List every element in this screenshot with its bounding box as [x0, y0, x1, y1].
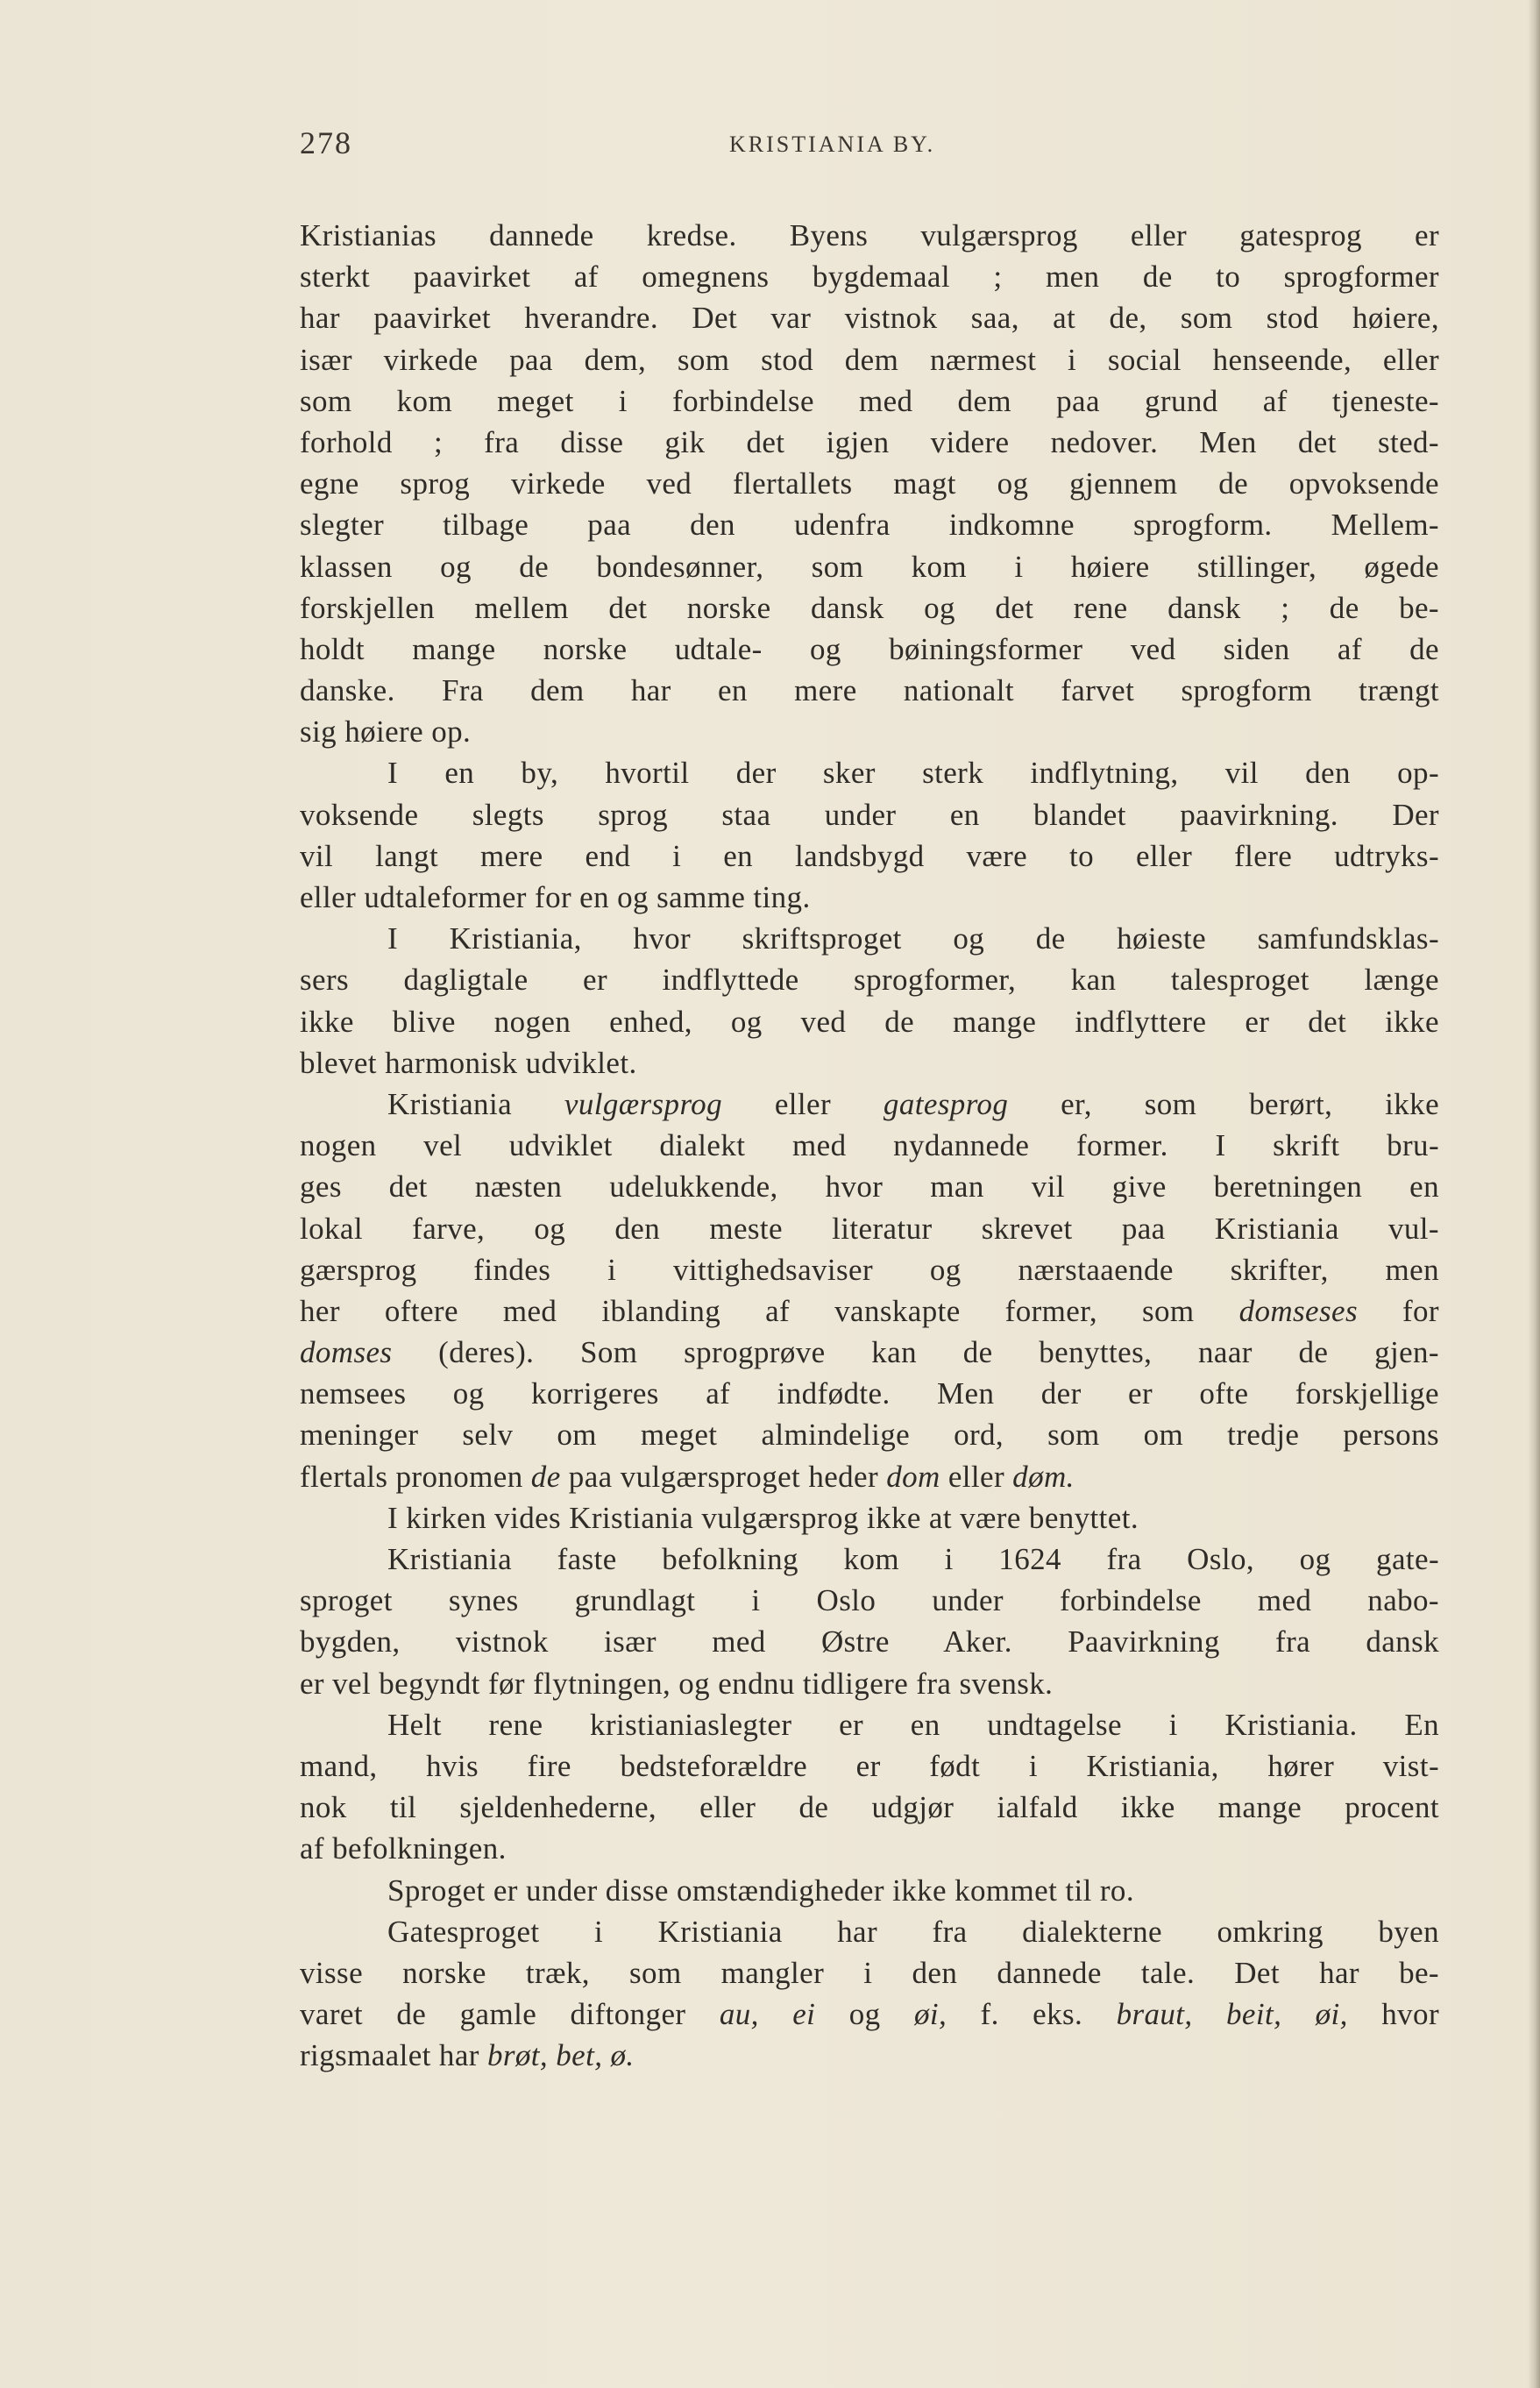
- italic-term: døm.: [1012, 1459, 1075, 1494]
- text-run: [759, 1997, 792, 2031]
- italic-term: brøt,: [486, 2038, 549, 2073]
- text-line: som kom meget i forbindelse med dem paa grund af tjeneste-: [300, 383, 1439, 418]
- text-run: (deres). Som sprogprøve kan de benyttes, naar de gjen-: [392, 1335, 1439, 1370]
- text-line: I kirken vides Kristiania vulgærsprog ikke at være benyttet.: [387, 1500, 1139, 1535]
- text-run: eller: [940, 1459, 1013, 1494]
- text-line: gærsprog findes i vittighedsaviser og nærstaaende skrifter, men: [300, 1252, 1439, 1287]
- text-line: mand, hvis fire bedsteforældre er født i Kristiania, hører vist-: [300, 1748, 1439, 1783]
- text-run: f. eks.: [947, 1997, 1117, 2032]
- text-line: forhold ; fra disse gik det igjen videre nedover. Men det sted-: [300, 424, 1439, 459]
- text-run: varet de gamle diftonger: [300, 1997, 720, 2032]
- text-run: flertals pronomen: [300, 1459, 531, 1494]
- text-line: vil langt mere end i en landsbygd være to eller flere udtryks-: [300, 838, 1439, 873]
- italic-term: vulgærsprog: [564, 1086, 722, 1121]
- italic-term: gatesprog: [883, 1086, 1009, 1121]
- text-line: meninger selv om meget almindelige ord, som om tredje persons: [300, 1418, 1439, 1453]
- text-run: hvor: [1347, 1997, 1440, 2032]
- body-text: [300, 215, 1439, 2076]
- italic-term: øi,: [913, 1997, 947, 2032]
- text-line: slegter tilbage paa den udenfra indkomne sprogform. Mellem-: [300, 508, 1439, 543]
- text-line: eller udtaleformer for en og samme ting.: [300, 880, 811, 914]
- text-line: klassen og de bondesønner, som kom i høiere stillinger, øgede: [300, 549, 1439, 584]
- italic-term: ø.: [610, 2038, 635, 2073]
- page-header: [300, 124, 1001, 165]
- page-edge-shadow: [1528, 0, 1540, 2388]
- text-line: nogen vel udviklet dialekt med nydannede former. I skrift bru-: [300, 1128, 1439, 1163]
- text-line: voksende slegts sprog staa under en blandet paavirkning. Der: [300, 797, 1439, 832]
- text-run: paa vulgærsproget heder: [560, 1459, 887, 1494]
- text-run: eller: [721, 1086, 884, 1121]
- text-line: ges det næsten udelukkende, hvor man vil give beretningen en: [300, 1169, 1439, 1205]
- text-run: er, som berørt, ikke: [1008, 1086, 1439, 1121]
- text-line: I Kristiania, hvor skriftsproget og de høieste samfundsklas-: [387, 921, 1439, 956]
- text-line: ikke blive nogen enhed, og ved de mange indflyttere er det ikke: [300, 1004, 1439, 1039]
- text-run: og: [815, 1997, 914, 2032]
- text-run: her oftere med iblanding af vanskapte former, som: [300, 1293, 1239, 1328]
- italic-term: braut,: [1116, 1997, 1193, 2032]
- text-line: blevet harmonisk udviklet.: [300, 1045, 637, 1080]
- text-line: Kristianias dannede kredse. Byens vulgærsprog eller gatesprog er: [300, 218, 1439, 252]
- text-line: danske. Fra dem har en mere nationalt farvet sprogform trængt: [300, 673, 1439, 708]
- text-line: er vel begyndt før flytningen, og endnu tidligere fra svensk.: [300, 1666, 1054, 1701]
- text-line: Helt rene kristianiaslegter er en undtagelse i Kristiania. En: [387, 1707, 1439, 1742]
- text-line: holdt mange norske udtale- og bøiningsformer ved siden af de: [300, 631, 1439, 666]
- page-number: 278: [300, 125, 352, 160]
- text-run: rigsmaalet har: [300, 2038, 487, 2073]
- text-line: [300, 1994, 1439, 2035]
- text-run: Kristiania: [387, 1086, 564, 1121]
- text-line: Gatesproget i Kristiania har fra dialekterne omkring byen: [387, 1914, 1439, 1949]
- text-line: Sproget er under disse omstændigheder ikke kommet til ro.: [387, 1873, 1134, 1908]
- text-run: [602, 2038, 610, 2072]
- italic-term: beit,: [1226, 1997, 1282, 2032]
- text-line: I en by, hvortil der sker sterk indflytning, vil den op-: [387, 756, 1439, 791]
- text-line: har paavirket hverandre. Det var vistnok saa, at de, som stod høiere,: [300, 301, 1439, 336]
- text-line: visse norske træk, som mangler i den dannede tale. Det har be-: [300, 1955, 1439, 1990]
- italic-term: domseses: [1238, 1293, 1358, 1328]
- text-line: især virkede paa dem, som stod dem nærmest i social henseende, eller: [300, 342, 1439, 377]
- running-head: KRISTIANIA BY.: [729, 131, 936, 157]
- text-line: [300, 1084, 1439, 1125]
- italic-term: bet,: [556, 2038, 603, 2073]
- text-line: sers dagligtale er indflyttede sprogformer, kan talesproget længe: [300, 963, 1439, 998]
- text-line: sig høiere op.: [300, 714, 472, 750]
- italic-term: dom: [886, 1459, 940, 1494]
- italic-term: de: [530, 1459, 561, 1494]
- text-run: [548, 2038, 556, 2072]
- text-line: egne sprog virkede ved flertallets magt og gjennem de opvoksende: [300, 466, 1439, 501]
- text-line: [300, 1456, 1439, 1497]
- text-line: lokal farve, og den meste literatur skrevet paa Kristiania vul-: [300, 1211, 1439, 1246]
- text-line: Kristiania faste befolkning kom i 1624 fra Oslo, og gate-: [387, 1542, 1439, 1576]
- text-line: sterkt paavirket af omegnens bygdemaal ; men de to sprogformer: [300, 259, 1439, 295]
- text-line: sproget synes grundlagt i Oslo under forbindelse med nabo-: [300, 1583, 1439, 1618]
- italic-term: domses: [300, 1335, 393, 1370]
- text-run: [1281, 1997, 1315, 2031]
- text-run: [1193, 1997, 1226, 2031]
- italic-term: øi,: [1315, 1997, 1348, 2032]
- text-line: forskjellen mellem det norske dansk og det rene dansk ; de be-: [300, 590, 1439, 625]
- text-line: [300, 1332, 1439, 1373]
- text-run: for: [1357, 1293, 1439, 1328]
- text-line: bygden, vistnok især med Østre Aker. Paavirkning fra dansk: [300, 1624, 1439, 1660]
- text-line: nemsees og korrigeres af indfødte. Men der er ofte forskjellige: [300, 1376, 1439, 1411]
- italic-term: au,: [719, 1997, 759, 2032]
- text-line: [300, 1290, 1439, 1332]
- italic-term: ei: [792, 1997, 816, 2032]
- text-line: nok til sjeldenhederne, eller de udgjør ialfald ikke mange procent: [300, 1790, 1439, 1825]
- text-line: af befolkningen.: [300, 1831, 507, 1866]
- text-line: [300, 2035, 1439, 2076]
